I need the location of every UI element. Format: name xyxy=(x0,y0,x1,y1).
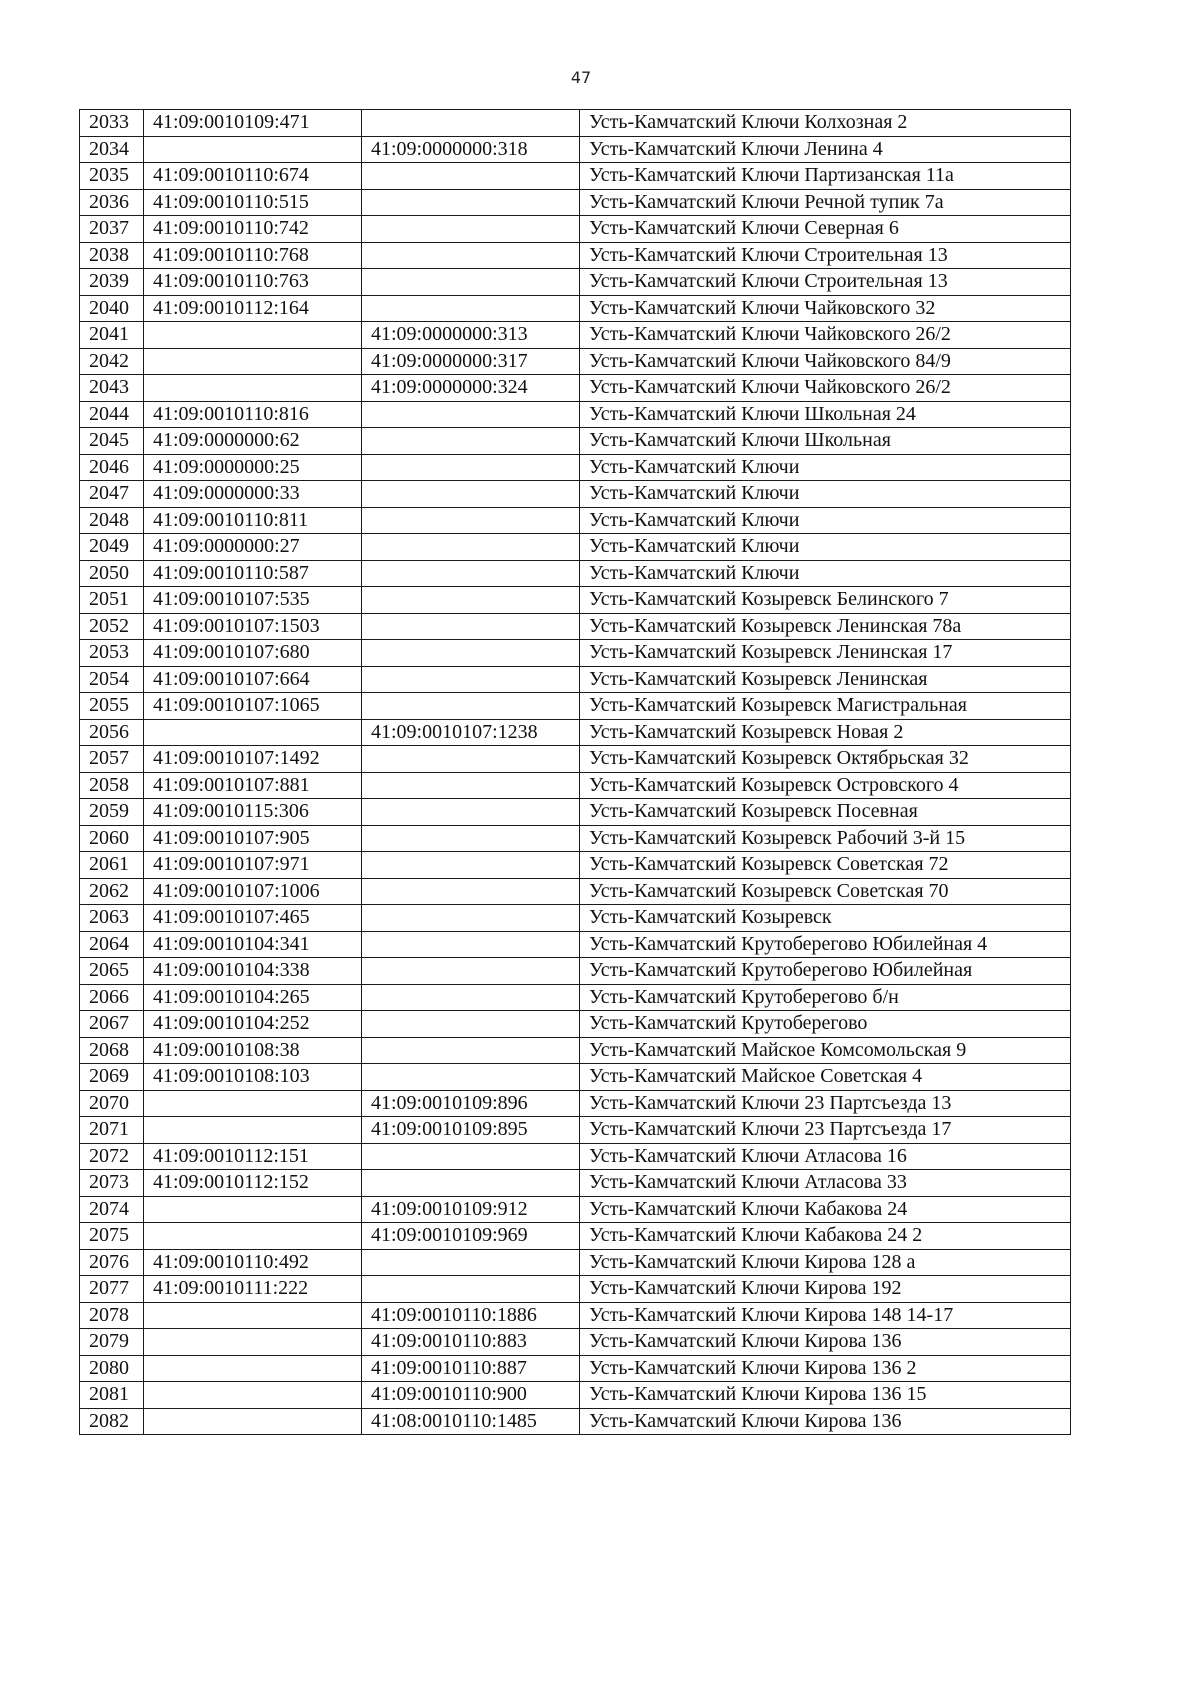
cadastral-number-cell: 41:09:0000000:62 xyxy=(144,428,362,455)
cadastral-number-cell: 41:09:0010107:1065 xyxy=(144,693,362,720)
table-row xyxy=(80,348,1071,375)
alt-cadastral-number-cell xyxy=(362,1143,580,1170)
table-row xyxy=(80,1011,1071,1038)
address-cell: Усть-Камчатский Ключи Строительная 13 xyxy=(580,242,1071,269)
address-cell: Усть-Камчатский Ключи Партизанская 11а xyxy=(580,163,1071,190)
cadastral-number-cell: 41:09:0010104:265 xyxy=(144,984,362,1011)
address-cell: Усть-Камчатский Майское Комсомольская 9 xyxy=(580,1037,1071,1064)
table-row xyxy=(80,507,1071,534)
address-cell: Усть-Камчатский Козыревск Островского 4 xyxy=(580,772,1071,799)
alt-cadastral-number-cell xyxy=(362,666,580,693)
row-number-cell: 2070 xyxy=(80,1090,144,1117)
table-row xyxy=(80,375,1071,402)
cadastral-number-cell: 41:09:0010110:816 xyxy=(144,401,362,428)
row-number-cell: 2053 xyxy=(80,640,144,667)
address-cell: Усть-Камчатский Ключи xyxy=(580,507,1071,534)
cadastral-number-cell: 41:09:0010110:811 xyxy=(144,507,362,534)
address-cell: Усть-Камчатский Ключи Кирова 136 xyxy=(580,1408,1071,1435)
address-cell: Усть-Камчатский Ключи Школьная xyxy=(580,428,1071,455)
row-number-cell: 2046 xyxy=(80,454,144,481)
table-row xyxy=(80,1249,1071,1276)
cadastral-number-cell: 41:09:0010112:152 xyxy=(144,1170,362,1197)
alt-cadastral-number-cell: 41:09:0010110:900 xyxy=(362,1382,580,1409)
cadastral-number-cell: 41:09:0010107:971 xyxy=(144,852,362,879)
alt-cadastral-number-cell xyxy=(362,958,580,985)
address-cell: Усть-Камчатский Козыревск Белинского 7 xyxy=(580,587,1071,614)
cadastral-number-cell: 41:09:0010110:674 xyxy=(144,163,362,190)
address-cell: Усть-Камчатский Ключи Чайковского 84/9 xyxy=(580,348,1071,375)
table-row xyxy=(80,534,1071,561)
cadastral-number-cell: 41:09:0010107:664 xyxy=(144,666,362,693)
cadastral-number-cell xyxy=(144,136,362,163)
address-cell: Усть-Камчатский Ключи Кирова 136 xyxy=(580,1329,1071,1356)
alt-cadastral-number-cell xyxy=(362,1276,580,1303)
alt-cadastral-number-cell xyxy=(362,931,580,958)
address-cell: Усть-Камчатский Ключи 23 Партсъезда 13 xyxy=(580,1090,1071,1117)
cadastral-number-cell xyxy=(144,348,362,375)
address-cell: Усть-Камчатский Козыревск Магистральная xyxy=(580,693,1071,720)
table-row xyxy=(80,931,1071,958)
row-number-cell: 2050 xyxy=(80,560,144,587)
alt-cadastral-number-cell xyxy=(362,587,580,614)
cadastral-number-cell: 41:09:0010112:151 xyxy=(144,1143,362,1170)
row-number-cell: 2054 xyxy=(80,666,144,693)
cadastral-number-cell: 41:09:0010107:1006 xyxy=(144,878,362,905)
row-number-cell: 2037 xyxy=(80,216,144,243)
row-number-cell: 2051 xyxy=(80,587,144,614)
row-number-cell: 2034 xyxy=(80,136,144,163)
alt-cadastral-number-cell xyxy=(362,269,580,296)
address-cell: Усть-Камчатский Ключи xyxy=(580,481,1071,508)
alt-cadastral-number-cell xyxy=(362,1064,580,1091)
row-number-cell: 2033 xyxy=(80,110,144,137)
row-number-cell: 2080 xyxy=(80,1355,144,1382)
table-row xyxy=(80,1355,1071,1382)
cadastral-number-cell: 41:09:0000000:25 xyxy=(144,454,362,481)
alt-cadastral-number-cell: 41:09:0010107:1238 xyxy=(362,719,580,746)
row-number-cell: 2072 xyxy=(80,1143,144,1170)
address-cell: Усть-Камчатский Ключи Школьная 24 xyxy=(580,401,1071,428)
alt-cadastral-number-cell xyxy=(362,852,580,879)
address-cell: Усть-Камчатский Ключи Строительная 13 xyxy=(580,269,1071,296)
table-row xyxy=(80,613,1071,640)
address-cell: Усть-Камчатский Крутоберегово Юбилейная 4 xyxy=(580,931,1071,958)
address-cell: Усть-Камчатский Ключи Кабакова 24 xyxy=(580,1196,1071,1223)
address-cell: Усть-Камчатский Ключи Кабакова 24 2 xyxy=(580,1223,1071,1250)
table-row xyxy=(80,189,1071,216)
row-number-cell: 2068 xyxy=(80,1037,144,1064)
table-row xyxy=(80,984,1071,1011)
cadastral-number-cell: 41:09:0010109:471 xyxy=(144,110,362,137)
row-number-cell: 2043 xyxy=(80,375,144,402)
cadastral-number-cell xyxy=(144,1302,362,1329)
table-row xyxy=(80,163,1071,190)
alt-cadastral-number-cell: 41:09:0000000:313 xyxy=(362,322,580,349)
row-number-cell: 2061 xyxy=(80,852,144,879)
address-cell: Усть-Камчатский Ключи Кирова 128 а xyxy=(580,1249,1071,1276)
table-row xyxy=(80,401,1071,428)
cadastral-number-cell xyxy=(144,1090,362,1117)
address-cell: Усть-Камчатский Козыревск Рабочий 3-й 15 xyxy=(580,825,1071,852)
alt-cadastral-number-cell: 41:09:0010110:1886 xyxy=(362,1302,580,1329)
row-number-cell: 2069 xyxy=(80,1064,144,1091)
cadastral-number-cell xyxy=(144,1408,362,1435)
cadastral-number-cell: 41:09:0010107:465 xyxy=(144,905,362,932)
row-number-cell: 2077 xyxy=(80,1276,144,1303)
alt-cadastral-number-cell xyxy=(362,189,580,216)
address-cell: Усть-Камчатский Ключи Чайковского 26/2 xyxy=(580,375,1071,402)
cadastral-number-cell: 41:09:0010104:338 xyxy=(144,958,362,985)
row-number-cell: 2074 xyxy=(80,1196,144,1223)
alt-cadastral-number-cell xyxy=(362,163,580,190)
alt-cadastral-number-cell xyxy=(362,401,580,428)
row-number-cell: 2081 xyxy=(80,1382,144,1409)
table-row xyxy=(80,1037,1071,1064)
table-row xyxy=(80,587,1071,614)
table-row xyxy=(80,216,1071,243)
row-number-cell: 2049 xyxy=(80,534,144,561)
cadastral-number-cell: 41:09:0010107:881 xyxy=(144,772,362,799)
alt-cadastral-number-cell xyxy=(362,481,580,508)
alt-cadastral-number-cell xyxy=(362,1170,580,1197)
address-cell: Усть-Камчатский Ключи Чайковского 26/2 xyxy=(580,322,1071,349)
cadastral-number-cell: 41:09:0010107:535 xyxy=(144,587,362,614)
address-cell: Усть-Камчатский Козыревск Новая 2 xyxy=(580,719,1071,746)
row-number-cell: 2041 xyxy=(80,322,144,349)
address-cell: Усть-Камчатский Козыревск Ленинская 78а xyxy=(580,613,1071,640)
row-number-cell: 2066 xyxy=(80,984,144,1011)
row-number-cell: 2059 xyxy=(80,799,144,826)
alt-cadastral-number-cell xyxy=(362,295,580,322)
row-number-cell: 2079 xyxy=(80,1329,144,1356)
table-row xyxy=(80,242,1071,269)
address-cell: Усть-Камчатский Ключи Северная 6 xyxy=(580,216,1071,243)
alt-cadastral-number-cell xyxy=(362,772,580,799)
cadastral-number-cell: 41:09:0010110:768 xyxy=(144,242,362,269)
alt-cadastral-number-cell xyxy=(362,534,580,561)
table-row xyxy=(80,136,1071,163)
row-number-cell: 2036 xyxy=(80,189,144,216)
alt-cadastral-number-cell: 41:09:0010109:912 xyxy=(362,1196,580,1223)
table-row xyxy=(80,799,1071,826)
row-number-cell: 2048 xyxy=(80,507,144,534)
row-number-cell: 2056 xyxy=(80,719,144,746)
row-number-cell: 2039 xyxy=(80,269,144,296)
cadastral-number-cell xyxy=(144,719,362,746)
row-number-cell: 2062 xyxy=(80,878,144,905)
address-cell: Усть-Камчатский Ключи 23 Партсъезда 17 xyxy=(580,1117,1071,1144)
cadastral-number-cell: 41:09:0010108:103 xyxy=(144,1064,362,1091)
alt-cadastral-number-cell: 41:09:0010110:883 xyxy=(362,1329,580,1356)
table-row xyxy=(80,1223,1071,1250)
page-number: 47 xyxy=(570,68,592,87)
address-cell: Усть-Камчатский Ключи Кирова 148 14-17 xyxy=(580,1302,1071,1329)
row-number-cell: 2042 xyxy=(80,348,144,375)
cadastral-number-cell xyxy=(144,1117,362,1144)
row-number-cell: 2035 xyxy=(80,163,144,190)
row-number-cell: 2038 xyxy=(80,242,144,269)
address-cell: Усть-Камчатский Ключи Кирова 136 15 xyxy=(580,1382,1071,1409)
address-cell: Усть-Камчатский Ключи Речной тупик 7а xyxy=(580,189,1071,216)
table-row xyxy=(80,1302,1071,1329)
table-row xyxy=(80,1382,1071,1409)
alt-cadastral-number-cell: 41:09:0010109:969 xyxy=(362,1223,580,1250)
table-row xyxy=(80,1276,1071,1303)
row-number-cell: 2078 xyxy=(80,1302,144,1329)
alt-cadastral-number-cell xyxy=(362,110,580,137)
address-cell: Усть-Камчатский Ключи Атласова 16 xyxy=(580,1143,1071,1170)
cadastral-number-cell: 41:09:0010110:492 xyxy=(144,1249,362,1276)
cadastral-number-cell: 41:09:0010107:905 xyxy=(144,825,362,852)
alt-cadastral-number-cell xyxy=(362,984,580,1011)
alt-cadastral-number-cell xyxy=(362,825,580,852)
alt-cadastral-number-cell: 41:09:0000000:318 xyxy=(362,136,580,163)
table-row xyxy=(80,481,1071,508)
alt-cadastral-number-cell xyxy=(362,216,580,243)
cadastral-number-cell xyxy=(144,375,362,402)
row-number-cell: 2067 xyxy=(80,1011,144,1038)
table-row xyxy=(80,852,1071,879)
address-cell: Усть-Камчатский Козыревск Советская 72 xyxy=(580,852,1071,879)
table-row xyxy=(80,295,1071,322)
table-row xyxy=(80,1090,1071,1117)
row-number-cell: 2060 xyxy=(80,825,144,852)
table-row xyxy=(80,269,1071,296)
row-number-cell: 2040 xyxy=(80,295,144,322)
row-number-cell: 2071 xyxy=(80,1117,144,1144)
address-cell: Усть-Камчатский Майское Советская 4 xyxy=(580,1064,1071,1091)
address-cell: Усть-Камчатский Крутоберегово Юбилейная xyxy=(580,958,1071,985)
table-row xyxy=(80,958,1071,985)
row-number-cell: 2058 xyxy=(80,772,144,799)
cadastral-number-cell xyxy=(144,322,362,349)
address-cell: Усть-Камчатский Козыревск xyxy=(580,905,1071,932)
table-row xyxy=(80,322,1071,349)
cadastral-number-cell: 41:09:0010104:252 xyxy=(144,1011,362,1038)
cadastral-number-cell: 41:09:0010110:587 xyxy=(144,560,362,587)
table-row xyxy=(80,693,1071,720)
alt-cadastral-number-cell: 41:09:0010110:887 xyxy=(362,1355,580,1382)
cadastral-number-cell: 41:09:0010112:164 xyxy=(144,295,362,322)
cadastral-number-cell xyxy=(144,1196,362,1223)
alt-cadastral-number-cell xyxy=(362,1011,580,1038)
row-number-cell: 2064 xyxy=(80,931,144,958)
table-row xyxy=(80,428,1071,455)
cadastral-number-cell: 41:09:0010111:222 xyxy=(144,1276,362,1303)
alt-cadastral-number-cell: 41:09:0000000:324 xyxy=(362,375,580,402)
table-row xyxy=(80,1170,1071,1197)
table-row xyxy=(80,1064,1071,1091)
alt-cadastral-number-cell xyxy=(362,613,580,640)
table-row xyxy=(80,1408,1071,1435)
alt-cadastral-number-cell xyxy=(362,560,580,587)
alt-cadastral-number-cell xyxy=(362,799,580,826)
table-row xyxy=(80,878,1071,905)
cadastral-number-cell xyxy=(144,1382,362,1409)
table-row xyxy=(80,666,1071,693)
address-cell: Усть-Камчатский Козыревск Ленинская 17 xyxy=(580,640,1071,667)
alt-cadastral-number-cell xyxy=(362,746,580,773)
cadastral-number-cell: 41:09:0000000:27 xyxy=(144,534,362,561)
alt-cadastral-number-cell xyxy=(362,242,580,269)
address-cell: Усть-Камчатский Ключи Атласова 33 xyxy=(580,1170,1071,1197)
row-number-cell: 2057 xyxy=(80,746,144,773)
table-row xyxy=(80,746,1071,773)
row-number-cell: 2065 xyxy=(80,958,144,985)
address-cell: Усть-Камчатский Ключи Кирова 136 2 xyxy=(580,1355,1071,1382)
address-cell: Усть-Камчатский Козыревск Ленинская xyxy=(580,666,1071,693)
row-number-cell: 2044 xyxy=(80,401,144,428)
table-row xyxy=(80,1196,1071,1223)
row-number-cell: 2047 xyxy=(80,481,144,508)
alt-cadastral-number-cell xyxy=(362,905,580,932)
row-number-cell: 2076 xyxy=(80,1249,144,1276)
alt-cadastral-number-cell xyxy=(362,1249,580,1276)
table-row xyxy=(80,905,1071,932)
address-cell: Усть-Камчатский Ключи Кирова 192 xyxy=(580,1276,1071,1303)
cadastral-number-cell: 41:09:0010110:763 xyxy=(144,269,362,296)
row-number-cell: 2052 xyxy=(80,613,144,640)
cadastral-number-cell: 41:09:0010107:680 xyxy=(144,640,362,667)
address-cell: Усть-Камчатский Козыревск Посевная xyxy=(580,799,1071,826)
address-cell: Усть-Камчатский Козыревск Октябрьская 32 xyxy=(580,746,1071,773)
registry-table-body xyxy=(80,110,1071,1435)
cadastral-number-cell: 41:09:0000000:33 xyxy=(144,481,362,508)
address-cell: Усть-Камчатский Ключи xyxy=(580,560,1071,587)
address-cell: Усть-Камчатский Козыревск Советская 70 xyxy=(580,878,1071,905)
cadastral-number-cell: 41:09:0010104:341 xyxy=(144,931,362,958)
table-row xyxy=(80,719,1071,746)
row-number-cell: 2055 xyxy=(80,693,144,720)
address-cell: Усть-Камчатский Ключи xyxy=(580,534,1071,561)
table-row xyxy=(80,772,1071,799)
alt-cadastral-number-cell xyxy=(362,507,580,534)
table-row xyxy=(80,560,1071,587)
row-number-cell: 2075 xyxy=(80,1223,144,1250)
table-row xyxy=(80,1329,1071,1356)
table-row xyxy=(80,1117,1071,1144)
alt-cadastral-number-cell xyxy=(362,878,580,905)
address-cell: Усть-Камчатский Крутоберегово б/н xyxy=(580,984,1071,1011)
cadastral-number-cell: 41:09:0010107:1503 xyxy=(144,613,362,640)
row-number-cell: 2082 xyxy=(80,1408,144,1435)
alt-cadastral-number-cell xyxy=(362,454,580,481)
row-number-cell: 2073 xyxy=(80,1170,144,1197)
table-row xyxy=(80,825,1071,852)
address-cell: Усть-Камчатский Ключи Ленина 4 xyxy=(580,136,1071,163)
alt-cadastral-number-cell: 41:09:0000000:317 xyxy=(362,348,580,375)
address-cell: Усть-Камчатский Ключи xyxy=(580,454,1071,481)
cadastral-number-cell xyxy=(144,1329,362,1356)
address-cell: Усть-Камчатский Ключи Чайковского 32 xyxy=(580,295,1071,322)
cadastral-number-cell: 41:09:0010110:742 xyxy=(144,216,362,243)
alt-cadastral-number-cell xyxy=(362,640,580,667)
cadastral-number-cell: 41:09:0010110:515 xyxy=(144,189,362,216)
cadastral-number-cell: 41:09:0010115:306 xyxy=(144,799,362,826)
alt-cadastral-number-cell: 41:09:0010109:895 xyxy=(362,1117,580,1144)
cadastral-number-cell: 41:09:0010108:38 xyxy=(144,1037,362,1064)
registry-table xyxy=(79,109,1071,1435)
cadastral-number-cell: 41:09:0010107:1492 xyxy=(144,746,362,773)
alt-cadastral-number-cell xyxy=(362,693,580,720)
table-row xyxy=(80,640,1071,667)
table-row xyxy=(80,1143,1071,1170)
table-row xyxy=(80,454,1071,481)
row-number-cell: 2045 xyxy=(80,428,144,455)
alt-cadastral-number-cell xyxy=(362,428,580,455)
table-row xyxy=(80,110,1071,137)
address-cell: Усть-Камчатский Крутоберегово xyxy=(580,1011,1071,1038)
alt-cadastral-number-cell: 41:08:0010110:1485 xyxy=(362,1408,580,1435)
address-cell: Усть-Камчатский Ключи Колхозная 2 xyxy=(580,110,1071,137)
alt-cadastral-number-cell: 41:09:0010109:896 xyxy=(362,1090,580,1117)
alt-cadastral-number-cell xyxy=(362,1037,580,1064)
cadastral-number-cell xyxy=(144,1355,362,1382)
cadastral-number-cell xyxy=(144,1223,362,1250)
row-number-cell: 2063 xyxy=(80,905,144,932)
